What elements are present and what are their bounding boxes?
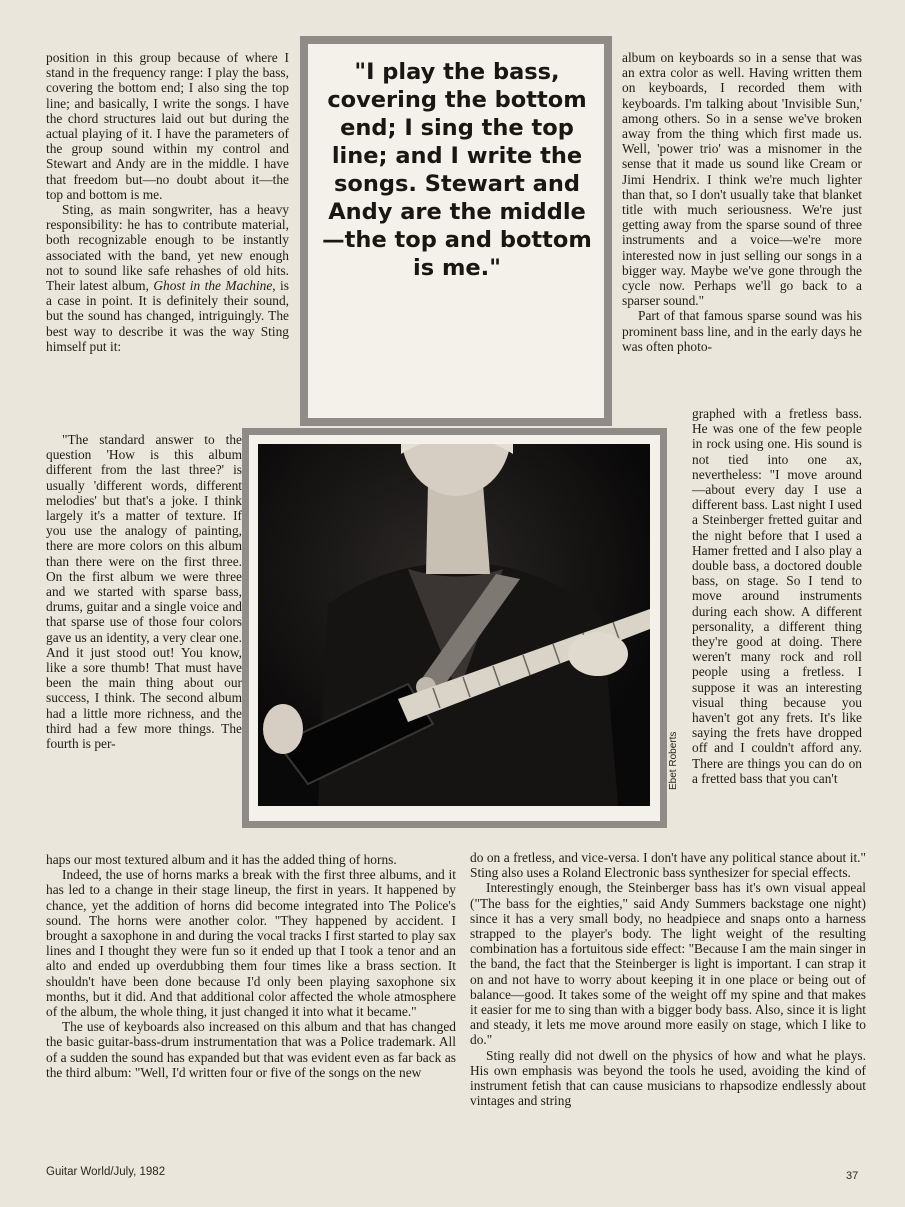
article-column-left-mid xyxy=(46,432,242,751)
paragraph xyxy=(46,202,289,354)
paragraph: Sting really did not dwell on the physics of how and what he plays. His own emphasis was beyond the tools he used, avoiding the kind of instrument fetish that can cause musicians to rhapsodize endlessly about vintages and string xyxy=(470,1047,866,1109)
magazine-footer: Guitar World/July, 1982 xyxy=(46,1166,166,1178)
pull-quote-box xyxy=(300,36,612,426)
paragraph: position in this group because of where I stand in the frequency range: I play the bass, covering the bottom end; I also sing the top line; and basically, I write the songs. I have the chord structures laid out but during the actual playing of it. I have the parameters of the group sound within my control and Stewart and Andy are in the middle. I have that freedom but—no doubt about it—the top and bottom is me. xyxy=(46,50,289,202)
article-column-right-top xyxy=(622,50,862,354)
article-column-left-top xyxy=(46,50,289,354)
paragraph: Indeed, the use of horns marks a break with the first three albums, and it has led to a change in their stage lineup, the first in years. It happened by chance, yet the addition of horns did become integrated into The Police's sound. The horns were another color. "They happened by accident. I brought a saxophone in and during the vocal tracks I first started to play sax lines and I thought they were fun so it ended up that I took a tenor and an alto and ended up overdubbing them four times like a brass section. It shouldn't have been done because I'd only been playing saxophone six months, but it did. And that additional color affected the whole atmosphere of the album, the whole thing, it just changed it into what it became." xyxy=(46,867,456,1020)
paragraph: "The standard answer to the question 'How is this album different from the last three?' is usually 'different words, different melodies' but that's a joke. I think largely it's a matter of texture. If you use the analogy of painting, there are more colors on this album than there were on the first three. On the first album we were three and we started with sparse bass, drums, guitar and a single voice and that sparse use of those four colors gave us an identity, a very clear one. And it just stood out! You know, like a sore thumb! That must have been the main thing about our success, I think. The second album had a little more richness, and the third had a few more things. The fourth is per- xyxy=(46,432,242,752)
text-span: Sting, as main songwriter, has a heavy responsibility: he has to contribute material, both recognizable enough to be instantly associated with the band, yet new enough not to sound like safe rehashes of old hits. Their latest album, xyxy=(46,202,289,294)
paragraph: haps our most textured album and it has the added thing of horns. xyxy=(46,852,397,867)
article-column-bottom-right xyxy=(470,850,866,1108)
album-title: Ghost in the Machine xyxy=(153,278,273,294)
paragraph: album on keyboards so in a sense that was an extra color as well. Having written them on keyboards, I recorded them with keyboards. I'm talking about 'Invisible Sun,' among others. So in a sense we've broken away from the thing which first made us. Well, 'power trio' was a misnomer in the sense that it made us sound like Cream or Jimi Hendrix. I think we're much lighter than that, so I don't usually take that blanket title with much seriousness. We're just getting away from the sparse sound of three instruments and a voice—we're more interested now in just selling our songs in a bigger way. Maybe we've gone through the cycle now. Perhaps we'll go back to a sparser sound." xyxy=(622,50,862,309)
photo-sting-playing-bass xyxy=(258,444,650,806)
article-column-bottom-left xyxy=(46,852,456,1080)
article-column-right-mid xyxy=(692,406,862,786)
text-span: , is a case in point. It is definitely their sound, but the sound has changed, intriguingly. The best way to describe it was the way Sting himself put it: xyxy=(46,278,289,354)
photo-illustration xyxy=(258,444,650,806)
paragraph: The use of keyboards also increased on this album and that has changed the basic guitar-bass-drum instrumentation that was a Police trademark. All of a sudden the sound has expanded but that was evident even as far back as the third album: "Well, I'd written four or five of the songs on the new xyxy=(46,1019,456,1080)
pull-quote: "I play the bass, covering the bottom end; I sing the top line; and I write the songs. Stewart and Andy are the middle—the top and bottom is me." xyxy=(322,59,592,281)
paragraph: do on a fretless, and vice-versa. I don't have any political stance about it." Sting also uses a Roland Electronic bass synthesizer for special effects. xyxy=(470,850,866,881)
paragraph: Part of that famous sparse sound was his prominent bass line, and in the early days he was often photo- xyxy=(622,308,862,354)
page-number: 37 xyxy=(846,1170,859,1182)
photo-credit: Ebet Roberts xyxy=(668,731,679,790)
paragraph: Interestingly enough, the Steinberger bass has it's own visual appeal ("The bass for the eighties," said Andy Summers backstage one night) since it has a very small body, no headpiece and snaps onto a harness strapped to the player's body. The light weight of the resulting combination has a fortuitous side effect: "Because I am the main singer in the band, the fact that the Steinberger is light is important. I can strap it on and not have to worry about keeping it in one place or being out of balance—good. It takes some of the weight off my spine and that makes it easier for me to sing than with a bigger body bass. Also, since it is light and steady, it lets me move around more easily on stage, which I like to do." xyxy=(470,880,866,1048)
paragraph: graphed with a fretless bass. He was one of the few people in rock using one. His sound is not tied into one ax, nevertheless: "I move around—about every day I use a different bass. Last night I used a Steinberger fretted guitar and the night before that I used a Hamer fretted and I also play a double bass, a doctored double bass, on stage. So I tend to move around instruments during each show. A different personality, a different thing they're good at doing. There weren't many rock and roll people using a fretless. I suppose it was an interesting visual thing because you haven't got any frets. It's like saying the frets have dropped off and I couldn't afford any. There are things you can do on a fretted bass that you can't xyxy=(692,406,862,786)
